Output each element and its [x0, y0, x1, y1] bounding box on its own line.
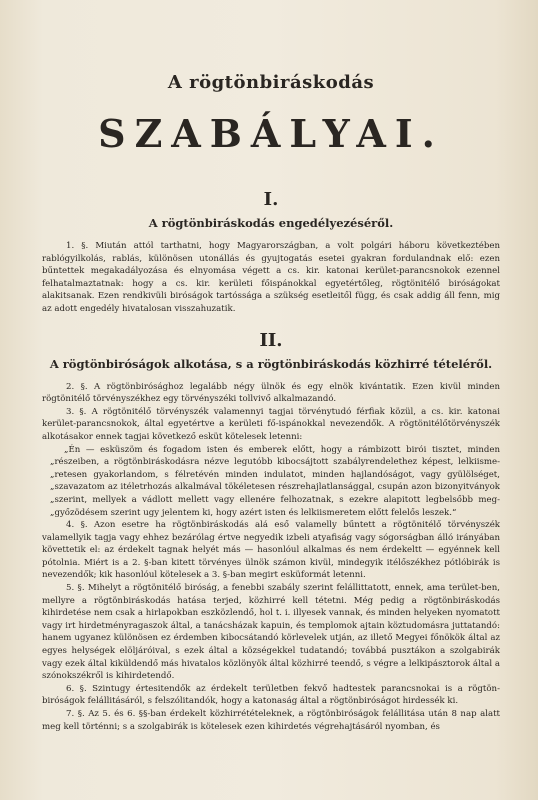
section-1-title: A rögtönbiráskodás engedélyezéséről. [148, 216, 394, 230]
document-title: SZABÁLYAI. [98, 111, 444, 156]
paragraph-1: 1. §. Miután attól tarthatni, hogy Magyarországban, a volt polgári háboru következtében rablógyilkolás, rablás, különösen utonállás és gyujtogatás esetei gyakran fordulandnak elő: ezen bűntettek megakadályozása és elnyomása végett a cs. kir. katonai kerület-parancsnokok ezennel felhatalmaztatnak: hogy a cs. kir. kerületi főispánokkal egyetértőleg, rögtönitélő biróságokat alakitsanak. Ezen rendkivüli biróságok tartóssága a szükség esetleitől függ, és csak addig áll fenn, mig az adott engedély hivatalosan visszahuzatik. [42, 241, 500, 314]
paragraph-3: 3. §. A rögtönitélő törvényszék valamennyi tagjai törvénytudó férfiak közül, a cs. kir. katonai kerület-parancsnokok, által egyetértve a kerületi fő-ispánokkal nevezendők. A rögtönitélőtörvényszék alkotásakor ennek tagjai következő esküt kötelesek letenni: [42, 406, 500, 442]
paragraph-5: 5. §. Mihelyt a rögtönitélő biróság, a fenebbi szabály szerint felállittatott, ennek, ama terület-ben, mellyre a rögtönbiráskodás hatása terjed, közhirré kell tétetni. Még pedig a rögtönbiráskodás kihirdetése nem csak a hirlapokban eszközlendő, hol t. i. illyesek vannak, és minden helyeken nyomatott vagy irt hirdetményragaszok által, a tanácsházak kapuin, és templomok ajtain köztudomásra juttatandó: hanem ugyanez különösen ez érdemben kibocsátandó körlevelek utján, az illető Megyei főnökök által az egyes helységek elöljáróival, s ezek által a községekkel tudatandó; továbbá pusztákon a szolgabirák vagy ezek által kiküldendő más hivatalos közlönyök által közhirré teendő, s végre a lelkipásztorok által a szónokszékről is kihirdetendő. [42, 583, 500, 682]
section-1-numeral: I. [263, 189, 279, 210]
paragraph-2: 2. §. A rögtönbirósághoz legalább négy ülnök és egy elnök kivántatik. Ezen kivül minden rögtönitélő törvényszékhez egy törvényszéki tollvivő alkalmazandó. [42, 381, 500, 405]
document-subtitle: A rögtönbiráskodás [167, 72, 375, 93]
section-2-title: A rögtönbiróságok alkotása, s a rögtönbiráskodás közhirré tételéről. [49, 356, 493, 371]
section-2-numeral: II. [259, 329, 283, 351]
paragraph-6: 6. §. Szintugy értesitendők az érdekelt területben fekvő hadtestek parancsnokai is a rögtön-biróságok felállitásáról, s felszólitandók, hogy a katonaság által a rögtönbiróságot hirdessék ki. [42, 683, 500, 707]
oath-text: „Én — esküszöm és fogadom isten és emberek előtt, hogy a rámbizott birói tisztet, minden „részeiben, a rögtönbiráskodásra nézve legutóbb kibocsájtott szabályrendelethez képest, lelkiisme- „retesen gyakorlandom, s félretévén minden indulatot, minden hajlandóságot, vagy gyülölséget, „szavazatom az itéletrhozás alkalmával tökéletesen részrehajlatlansággal, csupán azon bizonyitványok „szerint, mellyek a vádlott mellett vagy ellenére felhozatnak, s ezekre alapitott legbelsőbb meg- „győzödésem szerint ugy jelentem ki, hogy azért isten és lelkiismeretem előtt felelős leszek.“ [50, 444, 500, 518]
paragraph-7: 7. §. Az 5. és 6. §§-ban érdekelt közhirrétételeknek, a rögtönbiróságok felállitása után 8 nap alatt meg kell történni; s a szolgabirák is kötelesek ezen kihirdetés végrehajtásáról nyomban, és [42, 709, 500, 732]
paragraph-4: 4. §. Azon esetre ha rögtönbiráskodás alá eső valamelly bűntett a rögtönitélő törvényszék valamellyik tagja vagy ehhez bezárólag értve negyedik izbeli atyafiság vagy sógorságban álló irányában követtetik el: az érdekelt tagnak helyét más — hasonlóul alkalmas és nem érdekeltt — egyénnek kell pótolnia. Miért is a 2. §-ban kitett törvényes ülnök számon kivül, mindegyik itélőszékhez pótlóbirák is nevezendők; kik hasonlóul kötelesek a 3. §-ban megirt esküformát letenni. [42, 520, 500, 581]
